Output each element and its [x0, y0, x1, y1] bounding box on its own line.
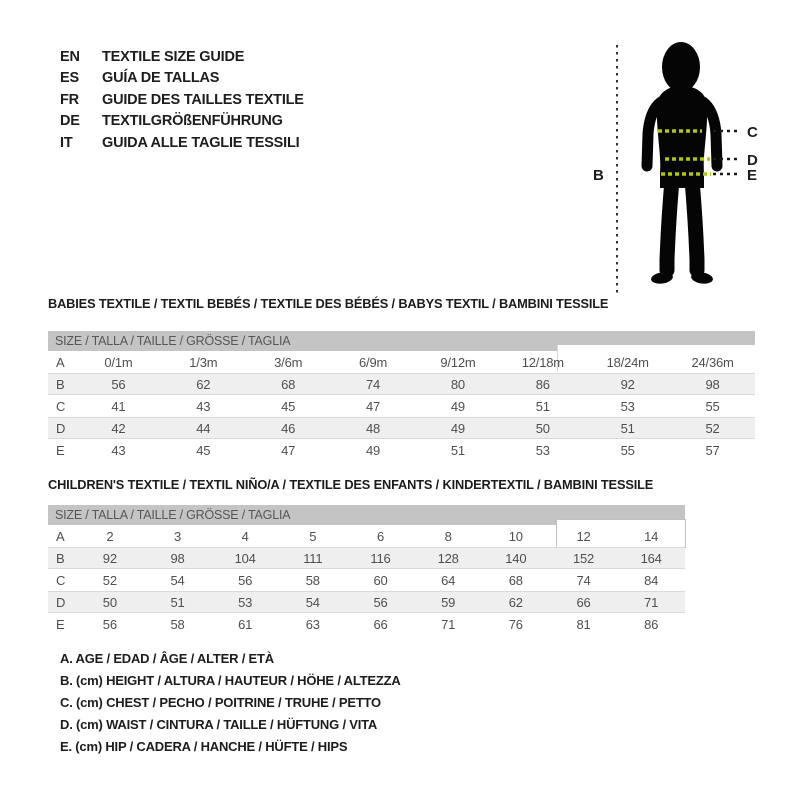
row-label: B — [56, 550, 65, 566]
table-cell: 68 — [281, 376, 296, 392]
table-cell: 52 — [102, 572, 117, 588]
table-cell: 116 — [370, 550, 391, 566]
babies-size-table — [48, 331, 755, 461]
table-cell: 164 — [640, 550, 662, 566]
table-row-A — [48, 351, 755, 373]
table-cell: 3 — [173, 528, 181, 544]
legend-line-4: E. (cm) HIP / CADERA / HANCHE / HÜFTE / HIPS — [60, 738, 348, 754]
table-cell: 81 — [576, 616, 591, 632]
table-cell: 43 — [111, 442, 126, 458]
table-cell: 80 — [450, 376, 465, 392]
row-label: D — [56, 420, 66, 436]
table-rows — [48, 525, 685, 635]
table-cell: 18/24m — [606, 354, 649, 370]
table-row-B — [48, 373, 755, 395]
table-cell: 14 — [644, 528, 659, 544]
row-label: D — [56, 594, 66, 610]
table-cell: 41 — [111, 398, 126, 414]
table-cell: 8 — [444, 528, 452, 544]
legend-line-0: A. AGE / EDAD / ÂGE / ALTER / ETÀ — [60, 650, 274, 666]
table-cell: 56 — [102, 616, 117, 632]
table-cell: 3/6m — [274, 354, 303, 370]
table-cell: 128 — [437, 550, 459, 566]
language-row — [60, 132, 304, 154]
table-cell: 43 — [196, 398, 211, 414]
table-row-A — [48, 525, 685, 547]
toddler-silhouette — [647, 42, 717, 285]
table-row-E — [48, 439, 755, 461]
table-cell: 49 — [450, 420, 465, 436]
table-cell: 92 — [620, 376, 635, 392]
table-cell: 6/9m — [359, 354, 388, 370]
table-cell: 63 — [305, 616, 320, 632]
table-cell: 54 — [305, 594, 320, 610]
table-cell: 58 — [305, 572, 320, 588]
child-measurement-figure — [585, 28, 780, 300]
table-cell: 57 — [705, 442, 720, 458]
table-cell: 86 — [644, 616, 659, 632]
table-cell: 60 — [373, 572, 388, 588]
language-code: ES — [60, 70, 79, 87]
table-cell: 10 — [508, 528, 523, 544]
language-label: TEXTILGRÖßENFÜHRUNG — [102, 113, 283, 130]
table-row-D — [48, 417, 755, 439]
table-cell: 45 — [196, 442, 211, 458]
table-cell: 71 — [441, 616, 456, 632]
waist-label: D — [747, 152, 758, 169]
table-cell: 74 — [576, 572, 591, 588]
table-cell: 52 — [705, 420, 720, 436]
table-cell: 62 — [508, 594, 523, 610]
table-row-C — [48, 395, 755, 417]
table-cell: 64 — [441, 572, 456, 588]
chest-label: C — [747, 124, 758, 141]
table-cell: 51 — [170, 594, 185, 610]
table-cell: 48 — [366, 420, 381, 436]
table-cell: 61 — [238, 616, 253, 632]
row-label: C — [56, 572, 66, 588]
table-cell: 104 — [234, 550, 256, 566]
table-cell: 86 — [535, 376, 550, 392]
language-code: FR — [60, 91, 79, 108]
table-cell: 56 — [238, 572, 253, 588]
language-code: DE — [60, 113, 80, 130]
table-cell: 56 — [373, 594, 388, 610]
table-cell: 55 — [705, 398, 720, 414]
child-silhouette-icon — [585, 28, 780, 300]
row-label: C — [56, 398, 66, 414]
table-cell: 59 — [441, 594, 456, 610]
table-cell: 42 — [111, 420, 126, 436]
language-row — [60, 111, 304, 133]
table-cell: 49 — [450, 398, 465, 414]
language-row — [60, 46, 304, 68]
table-cell: 62 — [196, 376, 211, 392]
babies-section-title: BABIES TEXTILE / TEXTIL BEBÉS / TEXTILE DES BÉBÉS / BABYS TEXTIL / BAMBINI TESSILE — [48, 296, 609, 311]
table-cell: 50 — [102, 594, 117, 610]
table-row-D — [48, 591, 685, 613]
table-cell: 152 — [572, 550, 595, 566]
table-cell: 53 — [535, 442, 550, 458]
table-cell: 55 — [620, 442, 635, 458]
language-code: IT — [60, 134, 73, 151]
table-cell: 84 — [644, 572, 659, 588]
table-cell: 58 — [170, 616, 185, 632]
table-cell: 68 — [508, 572, 523, 588]
table-cell: 1/3m — [189, 354, 218, 370]
table-cell: 49 — [366, 442, 381, 458]
table-cell: 12/18m — [521, 354, 564, 370]
language-row — [60, 68, 304, 90]
table-row-C — [48, 569, 685, 591]
table-cell: 140 — [505, 550, 527, 566]
table-cell: 74 — [366, 376, 381, 392]
table-cell: 45 — [281, 398, 296, 414]
row-label: A — [56, 354, 65, 370]
table-cell: 9/12m — [440, 354, 476, 370]
table-cell: 98 — [170, 550, 185, 566]
language-code: EN — [60, 48, 80, 65]
children-table-header: SIZE / TALLA / TAILLE / GRÖSSE / TAGLIA — [48, 505, 685, 525]
table-cell: 47 — [366, 398, 381, 414]
table-cell: 76 — [508, 616, 523, 632]
table-cell: 5 — [309, 528, 317, 544]
height-label: B — [593, 167, 604, 184]
row-label: A — [56, 528, 65, 544]
table-row-E — [48, 613, 685, 635]
row-label: E — [56, 442, 65, 458]
table-rows — [48, 351, 755, 461]
language-row — [60, 89, 304, 111]
legend-line-1: B. (cm) HEIGHT / ALTURA / HAUTEUR / HÖHE / ALTEZZA — [60, 672, 401, 688]
table-cell: 4 — [241, 528, 249, 544]
legend-line-3: D. (cm) WAIST / CINTURA / TAILLE / HÜFTUNG / VITA — [60, 716, 378, 732]
table-row-B — [48, 547, 685, 569]
table-cell: 46 — [281, 420, 296, 436]
table-cell: 71 — [644, 594, 659, 610]
hip-label: E — [747, 167, 758, 184]
table-cell: 53 — [238, 594, 253, 610]
table-cell: 66 — [373, 616, 388, 632]
table-cell: 51 — [450, 442, 465, 458]
language-label: GUIDE DES TAILLES TEXTILE — [102, 91, 304, 108]
table-cell: 12 — [576, 528, 591, 544]
babies-table-header: SIZE / TALLA / TAILLE / GRÖSSE / TAGLIA — [48, 331, 755, 351]
table-cell: 111 — [303, 550, 323, 566]
measurement-legend — [60, 647, 401, 757]
legend-line-2: C. (cm) CHEST / PECHO / POITRINE / TRUHE / PETTO — [60, 694, 381, 710]
table-cell: 54 — [170, 572, 185, 588]
table-cell: 44 — [196, 420, 211, 436]
children-section-title: CHILDREN'S TEXTILE / TEXTIL NIÑO/A / TEXTILE DES ENFANTS / KINDERTEXTIL / BAMBINI TESSILE — [48, 477, 654, 492]
table-cell: 51 — [620, 420, 635, 436]
table-cell: 98 — [705, 376, 720, 392]
table-cell: 47 — [281, 442, 296, 458]
table-cell: 66 — [576, 594, 591, 610]
language-list — [60, 46, 304, 154]
table-cell: 0/1m — [104, 354, 133, 370]
language-label: GUIDA ALLE TAGLIE TESSILI — [102, 134, 300, 151]
table-cell: 24/36m — [691, 354, 734, 370]
language-label: GUÍA DE TALLAS — [102, 70, 220, 87]
table-cell: 51 — [535, 398, 550, 414]
row-label: E — [56, 616, 65, 632]
table-cell: 2 — [106, 528, 114, 544]
row-label: B — [56, 376, 65, 392]
table-cell: 56 — [111, 376, 126, 392]
table-cell: 6 — [376, 528, 384, 544]
language-label: TEXTILE SIZE GUIDE — [102, 48, 245, 65]
table-cell: 53 — [620, 398, 635, 414]
table-cell: 50 — [535, 420, 550, 436]
children-size-table — [48, 505, 685, 635]
table-cell: 92 — [102, 550, 117, 566]
